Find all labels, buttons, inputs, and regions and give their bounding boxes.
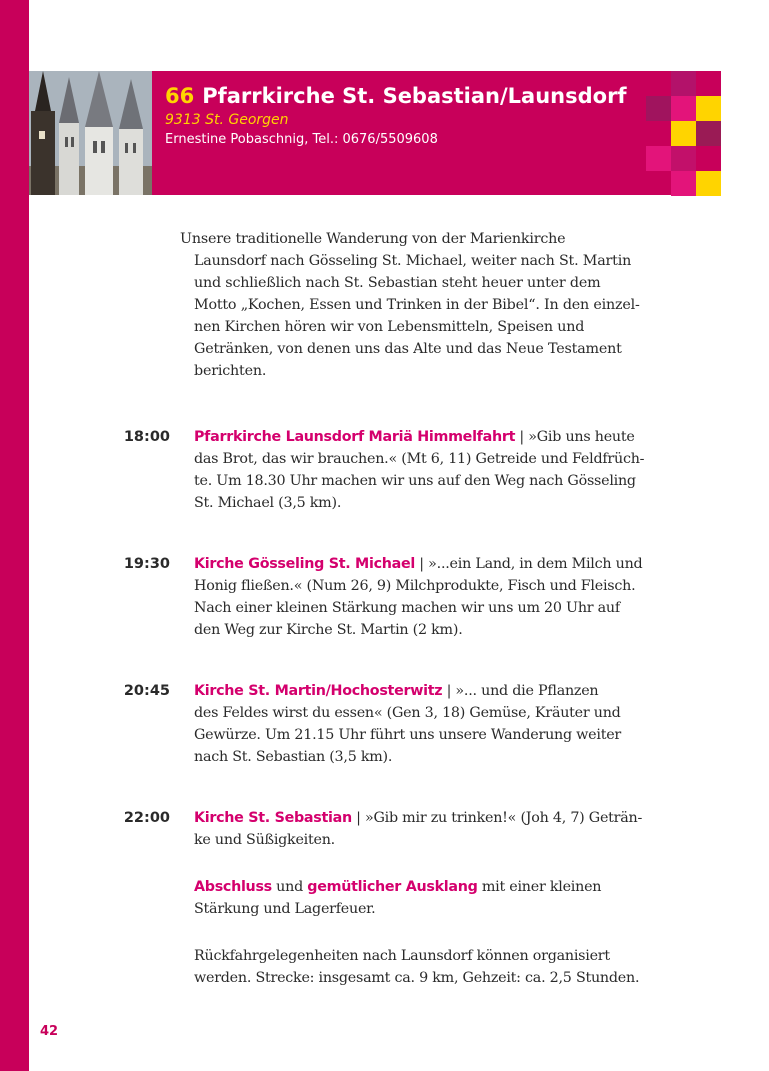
mosaic-tile xyxy=(671,71,696,96)
entry-time: 22:00 xyxy=(123,810,170,826)
entry-time: 20:45 xyxy=(123,683,170,699)
entry-place: Kirche St. Sebastian xyxy=(194,810,352,826)
intro-line: Unsere traditionelle Wanderung von der Marienkirche xyxy=(180,231,566,247)
church-towers-illustration xyxy=(29,71,152,195)
entry-line: St. Michael (3,5 km). xyxy=(194,495,342,511)
notes-body xyxy=(194,945,726,989)
entry-line: Gewürze. Um 21.15 Uhr führt uns unsere Wanderung weiter xyxy=(194,727,621,743)
entry-line: Honig fließen.« (Num 26, 9) Milchprodukte, Fisch und Fleisch. xyxy=(194,578,636,594)
notes-line: werden. Strecke: insgesamt ca. 9 km, Gehzeit: ca. 2,5 Stunden. xyxy=(194,970,640,986)
mosaic-tile xyxy=(646,96,671,121)
location: 9313 St. Georgen xyxy=(165,112,289,128)
closing-highlight: Abschluss xyxy=(194,879,272,895)
intro-line: nen Kirchen hören wir von Lebensmitteln, Speisen und xyxy=(194,319,585,335)
left-color-bar xyxy=(0,0,29,1071)
entry-body xyxy=(194,680,726,768)
closing-highlight: gemütlicher Ausklang xyxy=(307,879,478,895)
mosaic-tile xyxy=(671,121,696,146)
mosaic-tile xyxy=(696,96,721,121)
entry-time: 18:00 xyxy=(123,429,170,445)
intro-paragraph xyxy=(180,228,722,382)
notes-line: Rückfahrgelegenheiten nach Launsdorf können organisiert xyxy=(194,948,610,964)
mosaic-tile xyxy=(696,171,721,196)
mosaic-tile xyxy=(671,171,696,196)
mosaic-tile xyxy=(646,146,671,171)
entry-line: | »Gib mir zu trinken!« (Joh 4, 7) Geträn- xyxy=(351,810,643,826)
intro-line: Motto „Kochen, Essen und Trinken in der Bibel“. In den einzel- xyxy=(194,297,640,313)
entry-line: | »...ein Land, in dem Milch und xyxy=(415,556,643,572)
mosaic-tile xyxy=(696,121,721,146)
entry-body xyxy=(194,553,726,641)
entry-time: 19:30 xyxy=(123,556,170,572)
closing-text: mit einer kleinen xyxy=(477,879,602,895)
mosaic-tile xyxy=(671,146,696,171)
page-number: 42 xyxy=(40,1024,59,1039)
page-title xyxy=(165,82,645,110)
entry-body xyxy=(194,426,726,514)
closing-text: Stärkung und Lagerfeuer. xyxy=(194,901,376,917)
title-text: Pfarrkirche St. Sebastian/Launsdorf xyxy=(202,84,627,108)
entry-line: ke und Süßigkeiten. xyxy=(194,832,335,848)
entry-line: des Feldes wirst du essen« (Gen 3, 18) Gemüse, Kräuter und xyxy=(194,705,621,721)
entry-line: | »... und die Pflanzen xyxy=(442,683,599,699)
entry-line: te. Um 18.30 Uhr machen wir uns auf den Weg nach Gösseling xyxy=(194,473,636,489)
entry-body xyxy=(194,807,726,851)
intro-line: berichten. xyxy=(194,363,267,379)
entry-line: | »Gib uns heute xyxy=(515,429,635,445)
intro-line: und schließlich nach St. Sebastian steht heuer unter dem xyxy=(194,275,601,291)
entry-line: nach St. Sebastian (3,5 km). xyxy=(194,749,393,765)
intro-line: Launsdorf nach Gösseling St. Michael, weiter nach St. Martin xyxy=(194,253,632,269)
decorative-mosaic xyxy=(646,71,721,195)
header-text xyxy=(165,82,645,149)
entry-line: Nach einer kleinen Stärkung machen wir uns um 20 Uhr auf xyxy=(194,600,620,616)
entry-number: 66 xyxy=(165,84,195,108)
entry-place: Kirche St. Martin/Hochosterwitz xyxy=(194,683,443,699)
entry-line: den Weg zur Kirche St. Martin (2 km). xyxy=(194,622,463,638)
entry-place: Pfarrkirche Launsdorf Mariä Himmelfahrt xyxy=(194,429,516,445)
intro-line: Getränken, von denen uns das Alte und das Neue Testament xyxy=(194,341,622,357)
entry-place: Kirche Gösseling St. Michael xyxy=(194,556,415,572)
entry-line: das Brot, das wir brauchen.« (Mt 6, 11) Getreide und Feldfrüch- xyxy=(194,451,645,467)
closing-text: und xyxy=(271,879,308,895)
closing-body xyxy=(194,876,726,920)
mosaic-tile xyxy=(671,96,696,121)
contact-info: Ernestine Pobaschnig, Tel.: 0676/5509608 xyxy=(165,132,438,147)
church-photo xyxy=(29,71,152,195)
